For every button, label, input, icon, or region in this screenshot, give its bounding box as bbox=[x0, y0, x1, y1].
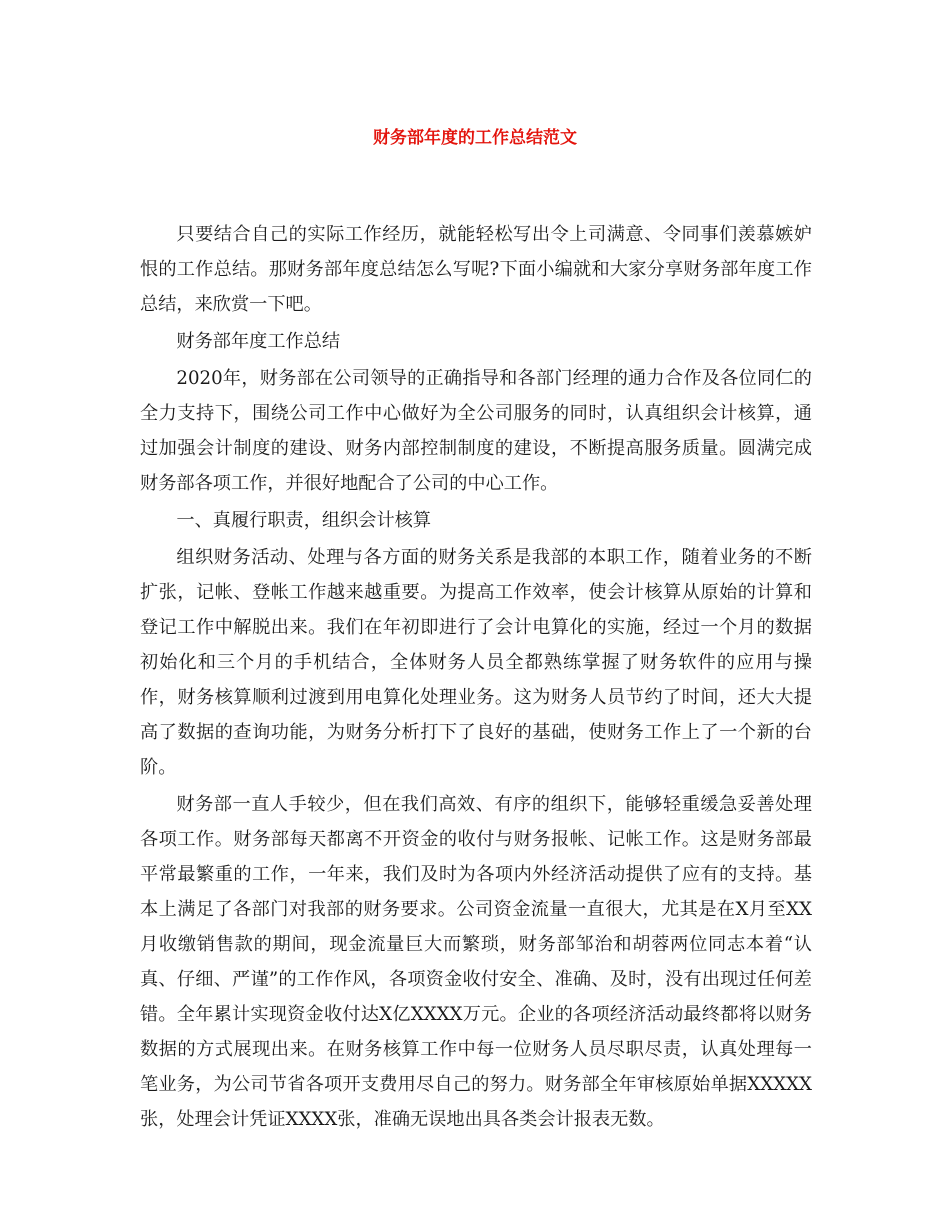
body-paragraph: 财务部一直人手较少，但在我们高效、有序的组织下，能够轻重缓急妥善处理各项工作。财务部每天都离不开资金的收付与财务报帐、记帐工作。这是财务部最平常最繁重的工作，一年来，我们及时为各项内外经济活动提供了应有的支持。基本上满足了各部门对我部的财务要求。公司资金流量一直很大，尤其是在X月至XX月收缴销售款的期间，现金流量巨大而繁琐，财务部邹治和胡蓉两位同志本着“认真、仔细、严谨”的工作作风，各项资金收付安全、准确、及时，没有出现过任何差错。全年累计实现资金收付达X亿XXXX万元。企业的各项经济活动最终都将以财务数据的方式展现出来。在财务核算工作中每一位财务人员尽职尽责，认真处理每一笔业务，为公司节省各项开支费用尽自己的努力。财务部全年审核原始单据XXXXX张，处理会计凭证XXXX张，准确无误地出具各类会计报表无数。 bbox=[140, 794, 812, 1130]
section-heading: 财务部年度工作总结 bbox=[176, 331, 341, 352]
intro-paragraph: 只要结合自己的实际工作经历，就能轻松写出令上司满意、令同事们羡慕嫉妒恨的工作总结。那财务部年度总结怎么写呢?下面小编就和大家分享财务部年度工作总结，来欣赏一下吧。 bbox=[140, 224, 812, 315]
document-body bbox=[140, 217, 812, 1139]
document-title: 财务部年度的工作总结范文 bbox=[373, 128, 577, 148]
summary-paragraph: 2020年，财务部在公司领导的正确指导和各部门经理的通力合作及各位同仁的全力支持下，围绕公司工作中心做好为全公司服务的同时，认真组织会计核算，通过加强会计制度的建设、财务内部控制制度的建设，不断提高服务质量。圆满完成财务部各项工作，并很好地配合了公司的中心工作。 bbox=[140, 368, 812, 494]
subsection-heading: 一、真履行职责，组织会计核算 bbox=[176, 510, 432, 531]
body-paragraph: 组织财务活动、处理与各方面的财务关系是我部的本职工作，随着业务的不断扩张，记帐、登帐工作越来越重要。为提高工作效率，使会计核算从原始的计算和登记工作中解脱出来。我们在年初即进行了会计电算化的实施，经过一个月的数据初始化和三个月的手机结合，全体财务人员全都熟练掌握了财务软件的应用与操作，财务核算顺利过渡到用电算化处理业务。这为财务人员节约了时间，还大大提高了数据的查询功能，为财务分析打下了良好的基础，使财务工作上了一个新的台阶。 bbox=[140, 547, 812, 778]
